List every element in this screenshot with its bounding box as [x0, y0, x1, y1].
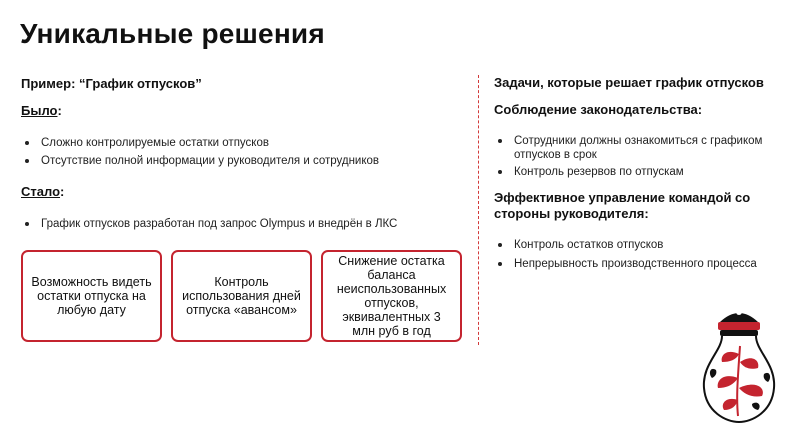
management-list — [494, 238, 794, 271]
list-item: Контроль резервов по отпускам — [494, 165, 794, 179]
list-item: График отпусков разработан под запрос Olympus и внедрён в ЛКС — [21, 217, 466, 232]
feature-card-balance: Возможность видеть остатки отпуска на любую дату — [21, 250, 162, 342]
feature-card-advance: Контроль использования дней отпуска «авансом» — [171, 250, 312, 342]
lightbulb-leaves-icon — [696, 296, 782, 424]
example-heading: Пример: “График отпусков” — [21, 76, 202, 91]
after-label: Стало — [21, 184, 61, 199]
section-management-title: Эффективное управление командой со стороны руководителя: — [494, 190, 751, 221]
feature-card-savings: Снижение остатка баланса неиспользованных отпусков, эквивалентных 3 млн руб в год — [321, 250, 462, 342]
tasks-heading: Задачи, которые решает график отпусков — [494, 75, 764, 90]
compliance-list — [494, 134, 794, 179]
left-column — [21, 76, 466, 232]
before-colon: : — [57, 103, 62, 118]
before-heading — [21, 102, 466, 120]
list-item: Отсутствие полной информации у руководителя и сотрудников — [21, 154, 466, 169]
before-label: Было — [21, 103, 58, 118]
right-column — [494, 75, 794, 271]
list-item: Контроль остатков отпусков — [494, 238, 794, 252]
column-divider — [478, 75, 479, 345]
list-item: Непрерывность производственного процесса — [494, 257, 794, 271]
before-list — [21, 136, 466, 169]
page-title: Уникальные решения — [20, 18, 325, 49]
section-compliance-title: Соблюдение законодательства: — [494, 102, 703, 117]
list-item: Сотрудники должны ознакомиться с графиком отпусков в срок — [494, 134, 794, 162]
after-list — [21, 217, 466, 232]
after-colon: : — [60, 184, 65, 199]
after-heading — [21, 183, 466, 201]
list-item: Сложно контролируемые остатки отпусков — [21, 136, 466, 151]
